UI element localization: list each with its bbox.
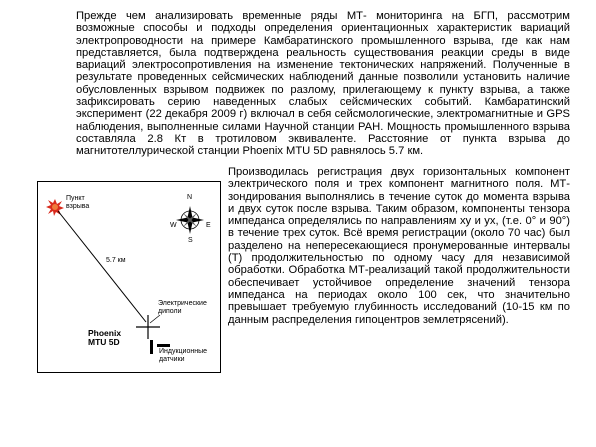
dipoles-pointer [150,315,160,323]
method-paragraph: Производилась регистрация двух горизонтальных компонент электрического поля и трех компонент магнитного поля. МТ-зондирования выполнялись в течение суток до момента взрыва и двух суток после взрыва. Таким образом, компоненты тензора импеданса определялись по направлениям xy и yx, (т.е. 0° и 90°) в течение трех суток. Всё время регистрации (около 70 час) был разделено на непересекающиеся пронумерованные интервалы (Т) продолжительностью по одному часу для независимой обработки. Обработка МТ-реализаций такой продолжительности обеспечивает устойчивое определение значений тензора импеданса на периодах около 100 сек, что значительно превышает требуемую глубинность исследований (10-15 км по данным распределения гипоцентров землетрясений). [228,166,570,326]
explosion-icon [46,199,64,216]
explosion-station-map [37,181,221,373]
compass-east-label: E [206,222,211,229]
station-label: Phoenix MTU 5D [88,328,122,347]
compass-west-label: W [170,222,177,229]
sensors-label: Индукционные датчики [159,348,208,363]
electric-dipoles-icon [136,315,160,339]
compass-north-label: N [187,194,193,201]
compass-south-label: S [188,237,193,244]
explosion-label: Пункт взрыва [66,195,90,210]
distance-label: 5.7 км [106,257,126,264]
dipoles-label: Электрические диполи [158,300,207,315]
intro-paragraph: Прежде чем анализировать временные ряды МТ- мониторинга на БГП, рассмотрим возможные способы и подходы определения ориентационных характеристик вариаций электропроводности на примере Камбаратинского промышленного взрыва, где как нам представляется, была подтверждена реальность существования реакции среды в виде вариаций электросопротивления на изменение тектонических напряжений. Полученные в результате проведенных сейсмических наблюдений данные позволили установить наличие обусловленных взрывом подвижек по разлому, прилегающему к пункту взрыва, а также зафиксировать серию наведенных слабых сейсмических событий. Камбаратинский эксперимент (22 декабря 2009 г) включал в себя сейсмологические, электромагнитные и GPS наблюдения, выполненные силами Научной станции РАН. Мощность промышленного взрыва составляла 2.8 Кт в тротиловом эквиваленте. Расстояние от пункта взрыва до магнитотеллурической станции Phoenix MTU 5D равнялось 5.7 км. [76,10,570,158]
compass-rose-icon [176,206,204,234]
distance-line [58,211,146,322]
